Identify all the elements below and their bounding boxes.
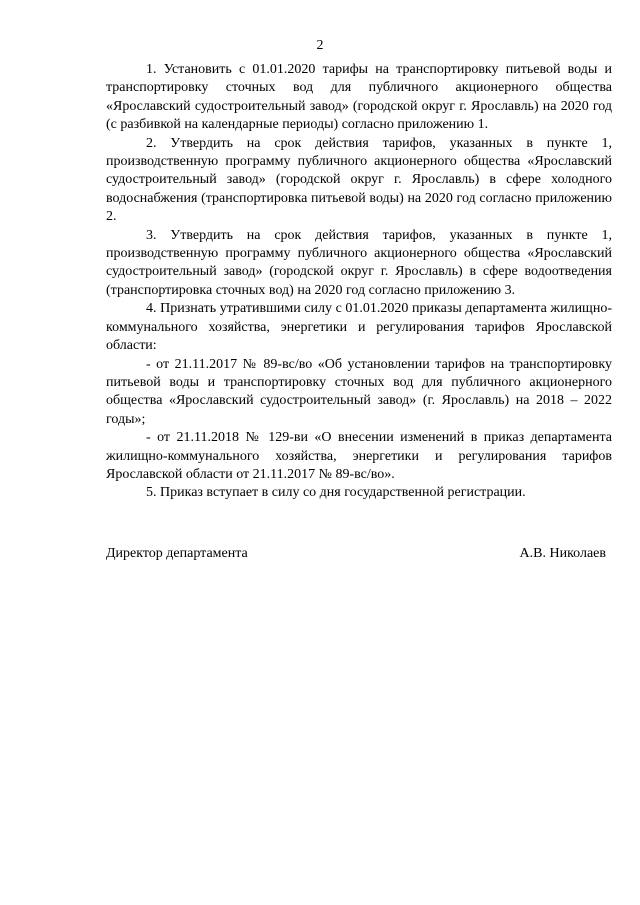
clause-1: 1. Установить с 01.01.2020 тарифы на транспортировку питьевой воды и транспортировку сточных вод для публичного акционерного общества «Ярославский судостроительный завод» (городской округ г. Ярославль) на 2020 год (с разбивкой на календарные периоды) согласно приложению 1. xyxy=(106,62,612,133)
clause-4-item-1: - от 21.11.2017 № 89-вс/во «Об установлении тарифов на транспортировку питьевой воды и транспортировку сточных вод для публичного акционерного общества «Ярославский судостроительный завод» (г. Ярославль) на 2018 – 2022 годы»; xyxy=(106,356,612,427)
clause-4: 4. Признать утратившими силу с 01.01.2020 приказы департамента жилищно-коммунального хозяйства, энергетики и регулирования тарифов Ярославской области: xyxy=(106,301,612,354)
clause-5: 5. Приказ вступает в силу со дня государственной регистрации. xyxy=(146,485,526,501)
clause-4-item-2: - от 21.11.2018 № 129-ви «О внесении изменений в приказ департамента жилищно-коммунального хозяйства, энергетики и регулирования тарифов Ярославской области от 21.11.2017 № 89-вс/во». xyxy=(106,430,612,482)
page-number: 2 xyxy=(316,38,324,53)
clause-2: 2. Утвердить на срок действия тарифов, указанных в пункте 1, производственную программу публичного акционерного общества «Ярославский судостроительный завод» (городской округ г. Ярославль) в сфере холодного водоснабжения (транспортировка питьевой воды) на 2020 год согласно приложению 2. xyxy=(106,135,612,225)
signatory-name: А.В. Николаев xyxy=(519,546,606,561)
clause-3: 3. Утвердить на срок действия тарифов, указанных в пункте 1, производственную программу публичного акционерного общества «Ярославский судостроительный завод» (городской округ г. Ярославль) в сфере водоотведения (транспортировка сточных вод) на 2020 год согласно приложению 3. xyxy=(106,227,612,298)
order-body xyxy=(106,61,612,503)
signatory-title: Директор департамента xyxy=(106,546,248,561)
